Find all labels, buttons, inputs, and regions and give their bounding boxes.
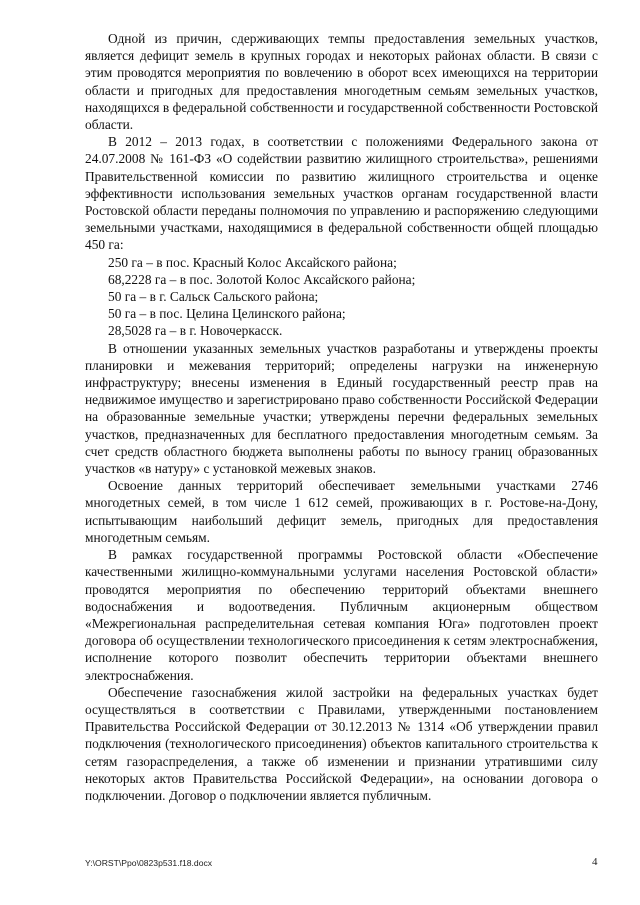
list-item: 50 га – в пос. Целина Целинского района; bbox=[108, 306, 346, 322]
land-plot-list bbox=[85, 254, 598, 340]
footer-file-path: Y:\ORST\Ppo\0823p531.f18.docx bbox=[85, 858, 213, 868]
paragraph-gas-supply: Обеспечение газоснабжения жилой застройки на федеральных участках будет осуществляться в соответствии с Правилами, утвержденными постановлением Правительства Российской Федерации от 30.12.2013 № 1314 «Об утверждении правил подключения (технологического присоединения) объектов капитального строительства к сетям газораспределения, а также об изменении и признании утратившими силу некоторых актов Правительства Российской Федерации», на основании договора о подключении. Договор о подключении является публичным. bbox=[85, 684, 598, 803]
paragraph-water-power: В рамках государственной программы Ростовской области «Обеспечение качественными жилищно-коммунальными услугами населения Ростовской области» проводятся мероприятия по обеспечению территорий объектами внешнего водоснабжения и водоотведения. Публичным акционерным обществом «Межрегиональная распределительная сетевая компания Юга» подготовлен проект договора об осуществлении технологического присоединения к сетям электроснабжения, исполнение которого позволит обеспечить территории объектами внешнего электроснабжения. bbox=[85, 547, 598, 683]
document-body bbox=[85, 30, 598, 804]
list-item: 250 га – в пос. Красный Колос Аксайского района; bbox=[108, 254, 397, 270]
paragraph-planning: В отношении указанных земельных участков разработаны и утверждены проекты планировки и межевания территорий; определены нагрузки на инженерную инфраструктуру; внесены изменения в Единый государственный реестр прав на недвижимое имущество и зарегистрировано право собственности Российской Федерации на образованные земельные участки; утверждены перечни федеральных земельных участков, предназначенных для бесплатного предоставления многодетным семьям. За счет средств областного бюджета выполнены работы по выносу границ образованных участков «в натуру» с установкой межевых знаков. bbox=[85, 340, 598, 477]
list-item: 68,2228 га – в пос. Золотой Колос Аксайского района; bbox=[108, 271, 416, 287]
list-item: 28,5028 га – в г. Новочеркасск. bbox=[108, 323, 283, 339]
paragraph-land-deficit: Одной из причин, сдерживающих темпы предоставления земельных участков, является дефицит земель в крупных городах и некоторых районах области. В связи с этим проводятся мероприятия по вовлечению в оборот всех имеющихся на территории области и пригодных для предоставления многодетным семьям земельных участков, находящихся в федеральной собственности и государственной собственности Ростовской области. bbox=[85, 31, 598, 133]
paragraph-federal-law: В 2012 – 2013 годах, в соответствии с положениями Федерального закона от 24.07.2008 № 161-ФЗ «О содействии развитию жилищного строительства», решениями Правительственной комиссии по развитию жилищного строительства и оценке эффективности использования земельных участков органам государственной власти Ростовской области переданы полномочия по управлению и распоряжению следующими земельными участками, находящимися в федеральной собственности общей площадью 450 га: bbox=[85, 134, 598, 253]
paragraph-families: Освоение данных территорий обеспечивает земельными участками 2746 многодетных семей, в том числе 1 612 семей, проживающих в г. Ростове-на-Дону, испытывающим наибольший дефицит земель, пригодных для предоставления многодетным семьям. bbox=[85, 478, 598, 545]
list-item: 50 га – в г. Сальск Сальского района; bbox=[108, 289, 319, 305]
page-number: 4 bbox=[592, 856, 598, 868]
